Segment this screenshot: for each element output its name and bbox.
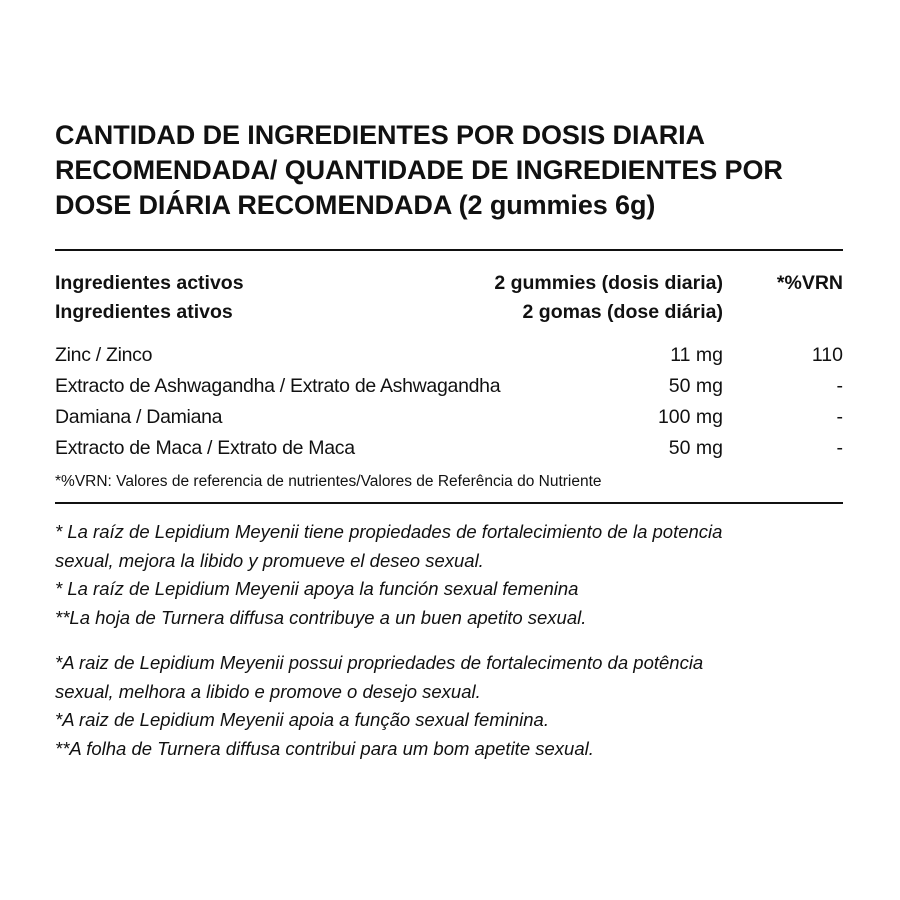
header-dose-pt: 2 gomas (dose diária) — [522, 301, 723, 323]
table-row — [55, 402, 843, 433]
nutrition-panel — [55, 118, 843, 763]
divider-middle — [55, 502, 843, 504]
header-vrn: *%VRN — [776, 272, 843, 294]
ingredient-name: Damiana / Damiana — [55, 406, 223, 428]
ingredient-table — [55, 340, 843, 464]
claim-line: * La raíz de Lepidium Meyenii tiene propiedades de fortalecimiento de la potencia — [55, 521, 723, 542]
ingredient-vrn: - — [836, 375, 843, 397]
vrn-footnote: *%VRN: Valores de referencia de nutrientes/Valores de Referência do Nutriente — [55, 473, 602, 490]
title-line: CANTIDAD DE INGREDIENTES POR DOSIS DIARIA — [55, 120, 705, 150]
title-line: DOSE DIÁRIA RECOMENDADA (2 gummies 6g) — [55, 190, 656, 220]
ingredient-vrn: - — [836, 406, 843, 428]
header-dose — [494, 269, 723, 327]
title-line: RECOMENDADA/ QUANTIDADE DE INGREDIENTES POR — [55, 155, 783, 185]
claim-line: sexual, mejora la libido y promueve el deseo sexual. — [55, 549, 484, 571]
ingredient-vrn: - — [836, 437, 843, 459]
header-ingredients-es: Ingredientes activos — [55, 272, 244, 294]
claim-line: * La raíz de Lepidium Meyenii apoya la función sexual femenina — [55, 578, 579, 599]
ingredient-amount: 50 mg — [668, 437, 723, 459]
table-row — [55, 371, 843, 402]
ingredient-name: Extracto de Maca / Extrato de Maca — [55, 437, 355, 459]
table-row — [55, 340, 843, 371]
table-header — [55, 269, 843, 327]
header-ingredients — [55, 269, 244, 327]
ingredient-name: Extracto de Ashwagandha / Extrato de Ashwagandha — [55, 375, 501, 397]
health-claims — [55, 518, 843, 763]
panel-title — [55, 118, 843, 223]
claim-line: *A raiz de Lepidium Meyenii possui propriedades de fortalecimento da potência — [55, 652, 704, 673]
claims-portuguese — [55, 649, 843, 763]
header-ingredients-pt: Ingredientes ativos — [55, 301, 233, 323]
ingredient-amount: 100 mg — [657, 406, 723, 428]
ingredient-name: Zinc / Zinco — [55, 344, 153, 366]
claim-line: *A raiz de Lepidium Meyenii apoia a função sexual feminina. — [55, 709, 549, 730]
claim-line: **La hoja de Turnera diffusa contribuye a un buen apetito sexual. — [55, 606, 587, 628]
header-dose-es: 2 gummies (dosis diaria) — [494, 272, 723, 294]
claim-line: **A folha de Turnera diffusa contribui para um bom apetite sexual. — [55, 737, 594, 759]
divider-top — [55, 249, 843, 251]
ingredient-amount: 50 mg — [668, 375, 723, 397]
table-row — [55, 433, 843, 464]
claim-line: sexual, melhora a libido e promove o desejo sexual. — [55, 680, 481, 702]
ingredient-amount: 11 mg — [670, 344, 723, 366]
ingredient-vrn: 110 — [811, 344, 843, 366]
claims-spanish — [55, 518, 843, 632]
